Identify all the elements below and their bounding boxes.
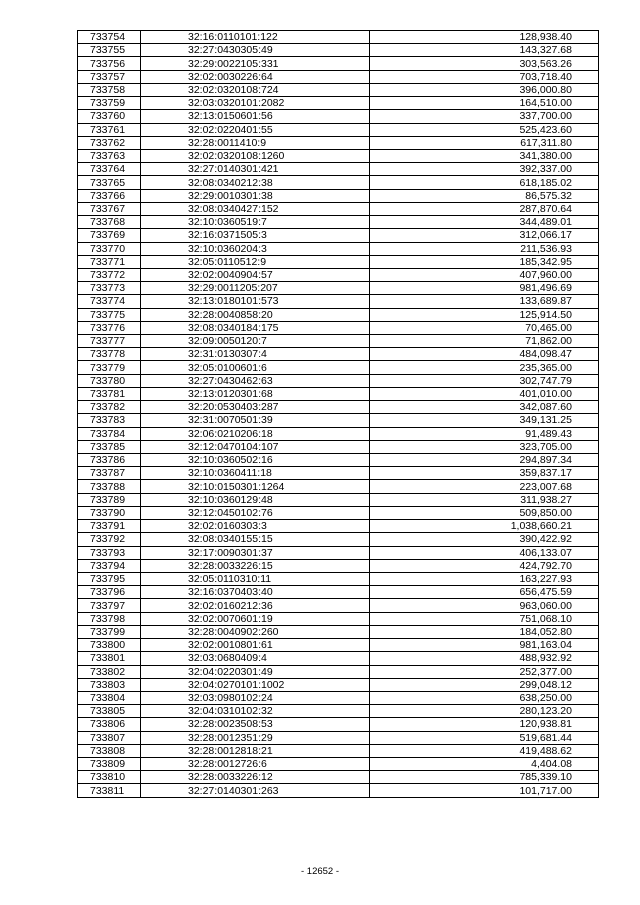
record-id-cell: 733808 [78,744,141,757]
cadastral-number-cell: 32:27:0430305:49 [141,44,370,57]
cadastral-number-cell: 32:02:0160212:36 [141,599,370,612]
cadastral-number-cell: 32:10:0360204:3 [141,242,370,255]
record-id-cell: 733779 [78,361,141,374]
record-id-cell: 733772 [78,268,141,281]
amount-cell: 133,689.87 [370,295,599,308]
cadastral-number-cell: 32:28:0012726:6 [141,758,370,771]
record-id-cell: 733769 [78,229,141,242]
amount-cell: 128,938.40 [370,31,599,44]
amount-cell: 359,837.17 [370,467,599,480]
record-id-cell: 733786 [78,454,141,467]
amount-cell: 341,380.00 [370,149,599,162]
amount-cell: 294,897.34 [370,454,599,467]
table-row [78,308,599,321]
cadastral-number-cell: 32:28:0033226:12 [141,771,370,784]
amount-cell: 337,700.00 [370,110,599,123]
page-number: - 12652 - [300,866,340,877]
record-id-cell: 733776 [78,321,141,334]
table-row [78,758,599,771]
cadastral-number-cell: 32:28:0012351:29 [141,731,370,744]
record-id-cell: 733807 [78,731,141,744]
cadastral-number-cell: 32:04:0270101:1002 [141,678,370,691]
amount-cell: 525,423.60 [370,123,599,136]
amount-cell: 101,717.00 [370,784,599,797]
amount-cell: 981,496.69 [370,282,599,295]
table-row [78,361,599,374]
cadastral-number-cell: 32:03:0320101:2082 [141,97,370,110]
amount-cell: 211,536.93 [370,242,599,255]
cadastral-number-cell: 32:20:0530403:287 [141,401,370,414]
cadastral-number-cell: 32:10:0360129:48 [141,493,370,506]
table-row [78,123,599,136]
amount-cell: 407,960.00 [370,268,599,281]
table-row [78,321,599,334]
cadastral-number-cell: 32:03:0680409:4 [141,652,370,665]
amount-cell: 509,850.00 [370,506,599,519]
cadastral-number-cell: 32:28:0011410:9 [141,136,370,149]
record-id-cell: 733791 [78,520,141,533]
cadastral-number-cell: 32:10:0360519:7 [141,216,370,229]
record-id-cell: 733793 [78,546,141,559]
cadastral-number-cell: 32:03:0980102:24 [141,691,370,704]
table-row [78,387,599,400]
table-row [78,506,599,519]
record-id-cell: 733755 [78,44,141,57]
cadastral-number-cell: 32:17:0090301:37 [141,546,370,559]
record-id-cell: 733798 [78,612,141,625]
table-row [78,136,599,149]
amount-cell: 751,068.10 [370,612,599,625]
record-id-cell: 733809 [78,758,141,771]
amount-cell: 349,131.25 [370,414,599,427]
cadastral-number-cell: 32:05:0110310:11 [141,572,370,585]
record-id-cell: 733787 [78,467,141,480]
table-row [78,691,599,704]
cadastral-number-cell: 32:02:0070601:19 [141,612,370,625]
amount-cell: 125,914.50 [370,308,599,321]
table-row [78,57,599,70]
cadastral-number-cell: 32:28:0033226:15 [141,559,370,572]
amount-cell: 303,563.26 [370,57,599,70]
table-row [78,493,599,506]
table-row [78,176,599,189]
record-id-cell: 733775 [78,308,141,321]
record-id-cell: 733784 [78,427,141,440]
cadastral-number-cell: 32:06:0210206:18 [141,427,370,440]
table-row [78,295,599,308]
record-id-cell: 733764 [78,163,141,176]
table-row [78,335,599,348]
cadastral-number-cell: 32:16:0370403:40 [141,586,370,599]
table-row [78,586,599,599]
table-row [78,282,599,295]
amount-cell: 424,792.70 [370,559,599,572]
record-id-cell: 733773 [78,282,141,295]
record-id-cell: 733754 [78,31,141,44]
table-row [78,427,599,440]
cadastral-number-cell: 32:27:0140301:263 [141,784,370,797]
record-id-cell: 733771 [78,255,141,268]
table-row [78,718,599,731]
amount-cell: 312,066.17 [370,229,599,242]
amount-cell: 390,422.92 [370,533,599,546]
cadastral-number-cell: 32:02:0040904:57 [141,268,370,281]
amount-cell: 981,163.04 [370,639,599,652]
cadastral-number-cell: 32:02:0320108:1260 [141,149,370,162]
table-row [78,163,599,176]
amount-cell: 280,123.20 [370,705,599,718]
cadastral-number-cell: 32:16:0371505:3 [141,229,370,242]
record-id-cell: 733800 [78,639,141,652]
amount-cell: 419,488.62 [370,744,599,757]
cadastral-number-cell: 32:28:0023508:53 [141,718,370,731]
amount-cell: 311,938.27 [370,493,599,506]
amount-cell: 164,510.00 [370,97,599,110]
table-row [78,678,599,691]
table-row [78,559,599,572]
amount-cell: 299,048.12 [370,678,599,691]
amount-cell: 235,365.00 [370,361,599,374]
amount-cell: 252,377.00 [370,665,599,678]
amount-cell: 638,250.00 [370,691,599,704]
record-id-cell: 733783 [78,414,141,427]
table-row [78,189,599,202]
table-row [78,229,599,242]
cadastral-number-cell: 32:08:0340427:152 [141,202,370,215]
record-id-cell: 733796 [78,586,141,599]
table-row [78,401,599,414]
table-row [78,665,599,678]
cadastral-number-cell: 32:27:0140301:421 [141,163,370,176]
table-row [78,110,599,123]
amount-cell: 344,489.01 [370,216,599,229]
table-row [78,202,599,215]
amount-cell: 392,337.00 [370,163,599,176]
records-table-body [78,31,599,798]
table-row [78,440,599,453]
record-id-cell: 733763 [78,149,141,162]
table-row [78,414,599,427]
amount-cell: 302,747.79 [370,374,599,387]
table-row [78,771,599,784]
amount-cell: 185,342.95 [370,255,599,268]
cadastral-number-cell: 32:02:0220401:55 [141,123,370,136]
record-id-cell: 733782 [78,401,141,414]
amount-cell: 143,327.68 [370,44,599,57]
amount-cell: 71,862.00 [370,335,599,348]
cadastral-number-cell: 32:02:0010801:61 [141,639,370,652]
record-id-cell: 733768 [78,216,141,229]
cadastral-number-cell: 32:08:0340212:38 [141,176,370,189]
table-row [78,83,599,96]
record-id-cell: 733758 [78,83,141,96]
table-row [78,744,599,757]
table-row [78,70,599,83]
cadastral-number-cell: 32:09:0050120:7 [141,335,370,348]
table-row [78,348,599,361]
cadastral-number-cell: 32:12:0470104:107 [141,440,370,453]
table-row [78,44,599,57]
table-row [78,705,599,718]
amount-cell: 323,705.00 [370,440,599,453]
records-table [77,30,599,798]
record-id-cell: 733810 [78,771,141,784]
cadastral-number-cell: 32:04:0310102:32 [141,705,370,718]
amount-cell: 120,938.81 [370,718,599,731]
cadastral-number-cell: 32:02:0320108:724 [141,83,370,96]
cadastral-number-cell: 32:16:0110101:122 [141,31,370,44]
record-id-cell: 733767 [78,202,141,215]
amount-cell: 223,007.68 [370,480,599,493]
table-row [78,242,599,255]
amount-cell: 618,185.02 [370,176,599,189]
table-row [78,546,599,559]
amount-cell: 184,052.80 [370,625,599,638]
cadastral-number-cell: 32:10:0150301:1264 [141,480,370,493]
cadastral-number-cell: 32:28:0040858:20 [141,308,370,321]
amount-cell: 703,718.40 [370,70,599,83]
amount-cell: 401,010.00 [370,387,599,400]
cadastral-number-cell: 32:29:0010301:38 [141,189,370,202]
cadastral-number-cell: 32:13:0150601:56 [141,110,370,123]
cadastral-number-cell: 32:31:0130307:4 [141,348,370,361]
table-row [78,31,599,44]
table-row [78,652,599,665]
record-id-cell: 733765 [78,176,141,189]
table-row [78,467,599,480]
record-id-cell: 733811 [78,784,141,797]
table-row [78,480,599,493]
table-row [78,374,599,387]
record-id-cell: 733792 [78,533,141,546]
table-row [78,639,599,652]
table-row [78,454,599,467]
table-row [78,625,599,638]
record-id-cell: 733789 [78,493,141,506]
record-id-cell: 733757 [78,70,141,83]
record-id-cell: 733801 [78,652,141,665]
record-id-cell: 733778 [78,348,141,361]
amount-cell: 86,575.32 [370,189,599,202]
amount-cell: 406,133.07 [370,546,599,559]
amount-cell: 617,311.80 [370,136,599,149]
table-row [78,97,599,110]
amount-cell: 287,870.64 [370,202,599,215]
cadastral-number-cell: 32:29:0022105:331 [141,57,370,70]
cadastral-number-cell: 32:28:0040902:260 [141,625,370,638]
table-row [78,255,599,268]
record-id-cell: 733777 [78,335,141,348]
amount-cell: 519,681.44 [370,731,599,744]
cadastral-number-cell: 32:08:0340155:15 [141,533,370,546]
record-id-cell: 733770 [78,242,141,255]
record-id-cell: 733805 [78,705,141,718]
amount-cell: 484,098.47 [370,348,599,361]
table-row [78,612,599,625]
amount-cell: 396,000.80 [370,83,599,96]
cadastral-number-cell: 32:29:0011205:207 [141,282,370,295]
record-id-cell: 733788 [78,480,141,493]
amount-cell: 91,489.43 [370,427,599,440]
cadastral-number-cell: 32:08:0340184:175 [141,321,370,334]
record-id-cell: 733781 [78,387,141,400]
record-id-cell: 733762 [78,136,141,149]
cadastral-number-cell: 32:13:0180101:573 [141,295,370,308]
table-row [78,784,599,797]
table-row [78,533,599,546]
cadastral-number-cell: 32:31:0070501:39 [141,414,370,427]
record-id-cell: 733761 [78,123,141,136]
record-id-cell: 733760 [78,110,141,123]
record-id-cell: 733759 [78,97,141,110]
amount-cell: 342,087.60 [370,401,599,414]
amount-cell: 4,404.08 [370,758,599,771]
table-row [78,149,599,162]
cadastral-number-cell: 32:28:0012818:21 [141,744,370,757]
record-id-cell: 733756 [78,57,141,70]
table-row [78,216,599,229]
record-id-cell: 733766 [78,189,141,202]
amount-cell: 70,465.00 [370,321,599,334]
cadastral-number-cell: 32:10:0360502:16 [141,454,370,467]
amount-cell: 1,038,660.21 [370,520,599,533]
amount-cell: 488,932.92 [370,652,599,665]
table-row [78,520,599,533]
record-id-cell: 733799 [78,625,141,638]
table-row [78,599,599,612]
record-id-cell: 733797 [78,599,141,612]
record-id-cell: 733804 [78,691,141,704]
cadastral-number-cell: 32:02:0160303:3 [141,520,370,533]
record-id-cell: 733790 [78,506,141,519]
record-id-cell: 733774 [78,295,141,308]
record-id-cell: 733794 [78,559,141,572]
cadastral-number-cell: 32:02:0030226:64 [141,70,370,83]
cadastral-number-cell: 32:10:0360411:18 [141,467,370,480]
table-row [78,731,599,744]
table-row [78,572,599,585]
cadastral-number-cell: 32:12:0450102:76 [141,506,370,519]
record-id-cell: 733785 [78,440,141,453]
record-id-cell: 733803 [78,678,141,691]
cadastral-number-cell: 32:04:0220301:49 [141,665,370,678]
record-id-cell: 733806 [78,718,141,731]
record-id-cell: 733780 [78,374,141,387]
record-id-cell: 733802 [78,665,141,678]
cadastral-number-cell: 32:27:0430462:63 [141,374,370,387]
amount-cell: 163,227.93 [370,572,599,585]
amount-cell: 656,475.59 [370,586,599,599]
table-row [78,268,599,281]
amount-cell: 785,339.10 [370,771,599,784]
cadastral-number-cell: 32:05:0110512:9 [141,255,370,268]
record-id-cell: 733795 [78,572,141,585]
amount-cell: 963,060.00 [370,599,599,612]
cadastral-number-cell: 32:13:0120301:68 [141,387,370,400]
cadastral-number-cell: 32:05:0100601:6 [141,361,370,374]
